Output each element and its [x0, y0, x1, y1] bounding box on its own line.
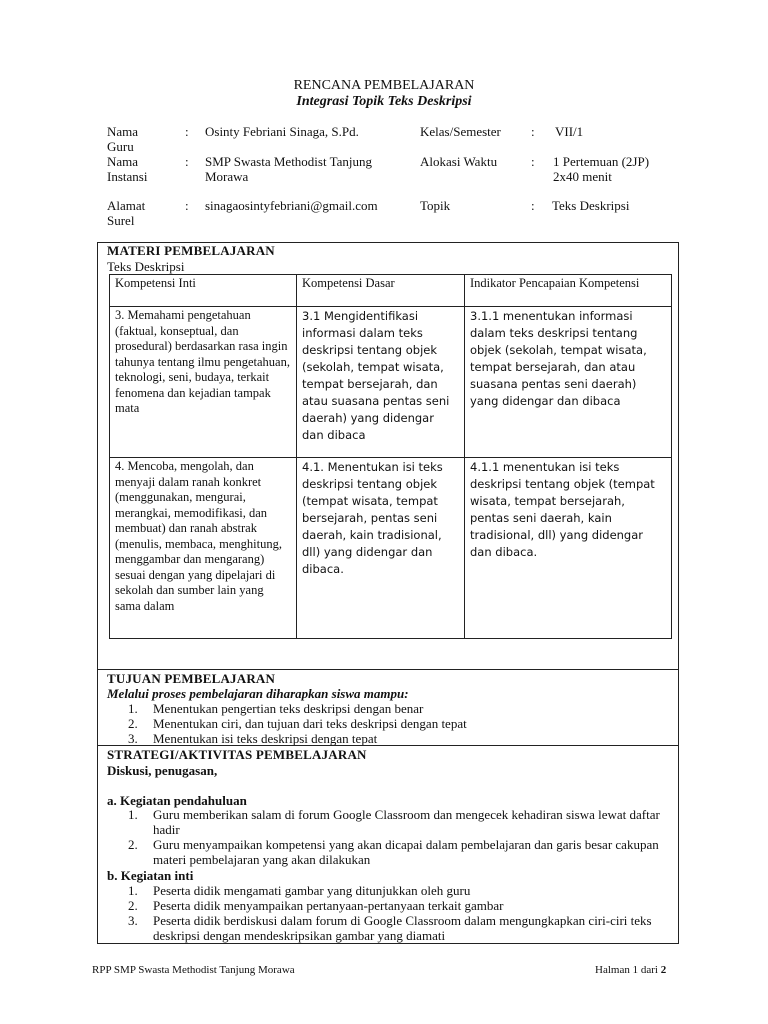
- list-text: Peserta didik berdiskusi dalam forum di Google Classroom dalam mengungkapkan ciri-ciri teks deskripsi dengan mendeskripsikan gambar yang diamati: [153, 913, 652, 943]
- nama-instansi-label-line2: Instansi: [107, 169, 148, 184]
- alokasi-label: Alokasi Waktu: [420, 154, 498, 169]
- tujuan-list: [107, 701, 672, 746]
- nama-instansi-value-line1: SMP Swasta Methodist Tanjung: [205, 154, 373, 169]
- nama-guru-label-line1: Nama: [107, 124, 139, 139]
- list-number: 2.: [128, 837, 138, 852]
- footer-page-total: 2: [660, 964, 667, 976]
- colon: :: [531, 124, 535, 139]
- table-header-cell: Indikator Pencapaian Kompetensi: [465, 275, 672, 307]
- table-header-cell: Kompetensi Dasar: [297, 275, 465, 307]
- list-text: Guru menyampaikan kompetensi yang akan dicapai dalam pembelajaran dan garis besar cakupan materi pembelajaran yang akan dilakukan: [153, 837, 659, 867]
- table-row: [110, 458, 672, 639]
- table-cell: 4.1.1 menentukan isi teks deskripsi tentang objek (tempat wisata, tempat bersejarah, pentas seni daerah, kain tradisional, dll) yang didengar dan dibaca.: [465, 458, 672, 639]
- list-item: [107, 701, 672, 716]
- table-header-cell: Kompetensi Inti: [110, 275, 297, 307]
- colon: :: [185, 198, 189, 213]
- footer-school: RPP SMP Swasta Methodist Tanjung Morawa: [92, 964, 295, 976]
- kelas-label: Kelas/Semester: [420, 124, 501, 139]
- list-text: Menentukan pengertian teks deskripsi dengan benar: [153, 701, 424, 716]
- table-cell: 3. Memahami pengetahuan (faktual, konseptual, dan prosedural) berdasarkan rasa ingin tahunya tentang ilmu pengetahuan, teknologi, seni, budaya, terkait fenomena dan kejadian tampak mata: [110, 307, 297, 458]
- kelas-value: VII/1: [555, 124, 584, 139]
- table-row: [110, 307, 672, 458]
- materi-subtitle: Teks Deskripsi: [107, 259, 185, 274]
- tujuan-title: TUJUAN PEMBELAJARAN: [107, 671, 276, 686]
- strategi-title: STRATEGI/AKTIVITAS PEMBELAJARAN: [107, 747, 367, 762]
- alamat-value: sinagaosintyfebriani@gmail.com: [205, 198, 378, 213]
- list-text: Peserta didik mengamati gambar yang ditunjukkan oleh guru: [153, 883, 471, 898]
- list-number: 1.: [128, 807, 138, 822]
- list-number: 2.: [128, 898, 138, 913]
- alokasi-value-line2: 2x40 menit: [553, 169, 612, 184]
- kompetensi-table: [109, 274, 672, 639]
- nama-instansi-value-line2: Morawa: [205, 169, 249, 184]
- list-item: [107, 716, 672, 731]
- table-header-row: [110, 275, 672, 307]
- alamat-label: [107, 198, 177, 228]
- nama-instansi-label: [107, 154, 177, 184]
- alokasi-value: [553, 154, 649, 184]
- document-title: RENCANA PEMBELAJARAN: [293, 78, 475, 93]
- topik-label: Topik: [420, 198, 451, 213]
- tujuan-intro: Melalui proses pembelajaran diharapkan siswa mampu:: [107, 686, 409, 701]
- strategi-subtitle: Diskusi, penugasan,: [107, 763, 218, 778]
- list-text: Guru memberikan salam di forum Google Classroom dan mengecek kehadiran siswa lewat daftar hadir: [153, 807, 660, 837]
- table-cell: 4. Mencoba, mengolah, dan menyaji dalam ranah konkret (menggunakan, mengurai, merangkai, memodifikasi, dan membuat) dan ranah abstrak (menulis, membaca, menghitung, menggambar dan mengarang) sesuai dengan yang dipelajari di sekolah dan sumber lain yang sama dalam: [110, 458, 297, 639]
- pendahuluan-title: a. Kegiatan pendahuluan: [107, 793, 247, 808]
- list-number: 1.: [128, 701, 138, 716]
- document-subtitle: Integrasi Topik Teks Deskripsi: [296, 94, 472, 109]
- list-number: 2.: [128, 716, 138, 731]
- nama-instansi-value: [205, 154, 372, 184]
- list-item: [107, 731, 672, 746]
- table-cell: 3.1.1 menentukan informasi dalam teks deskripsi tentang objek (sekolah, tempat wisata, tempat bersejarah, dan atau suasana pentas seni daerah) yang didengar dan dibaca: [465, 307, 672, 458]
- colon: :: [531, 198, 535, 213]
- table-cell: 4.1. Menentukan isi teks deskripsi tentang objek (tempat wisata, tempat bersejarah, pentas seni daerah, kain tradisional, dll) yang didengar dan dibaca.: [297, 458, 465, 639]
- list-number: 3.: [128, 731, 138, 746]
- list-number: 1.: [128, 883, 138, 898]
- list-item: [107, 807, 672, 837]
- list-text: Menentukan ciri, dan tujuan dari teks deskripsi dengan tepat: [153, 716, 467, 731]
- table-cell: 3.1 Mengidentifikasi informasi dalam teks deskripsi tentang objek (sekolah, tempat wisata, tempat bersejarah, dan atau suasana pentas seni daerah) yang didengar dan dibaca: [297, 307, 465, 458]
- alamat-label-line2: Surel: [107, 213, 135, 228]
- nama-guru-label: [107, 124, 177, 154]
- footer-page-prefix: Halman 1 dari: [595, 964, 658, 976]
- colon: :: [185, 154, 189, 169]
- section-divider: [98, 669, 678, 670]
- list-item: [107, 837, 672, 867]
- colon: :: [531, 154, 535, 169]
- colon: :: [185, 124, 189, 139]
- nama-guru-label-line2: Guru: [107, 139, 134, 154]
- pendahuluan-list: [107, 807, 672, 867]
- list-item: [107, 913, 672, 943]
- materi-title: MATERI PEMBELAJARAN: [107, 243, 275, 258]
- alokasi-value-line1: 1 Pertemuan (2JP): [553, 154, 650, 169]
- nama-instansi-label-line1: Nama: [107, 154, 139, 169]
- topik-value: Teks Deskripsi: [552, 198, 630, 213]
- nama-guru-value: Osinty Febriani Sinaga, S.Pd.: [205, 124, 359, 139]
- section-divider: [98, 745, 678, 746]
- inti-title: b. Kegiatan inti: [107, 868, 194, 883]
- list-item: [107, 898, 672, 913]
- inti-list: [107, 883, 672, 943]
- list-item: [107, 883, 672, 898]
- footer-page: [595, 964, 666, 976]
- list-number: 3.: [128, 913, 138, 928]
- list-text: Peserta didik menyampaikan pertanyaan-pertanyaan terkait gambar: [153, 898, 504, 913]
- alamat-label-line1: Alamat: [107, 198, 146, 213]
- list-text: Menentukan isi teks deskripsi dengan tepat: [153, 731, 378, 746]
